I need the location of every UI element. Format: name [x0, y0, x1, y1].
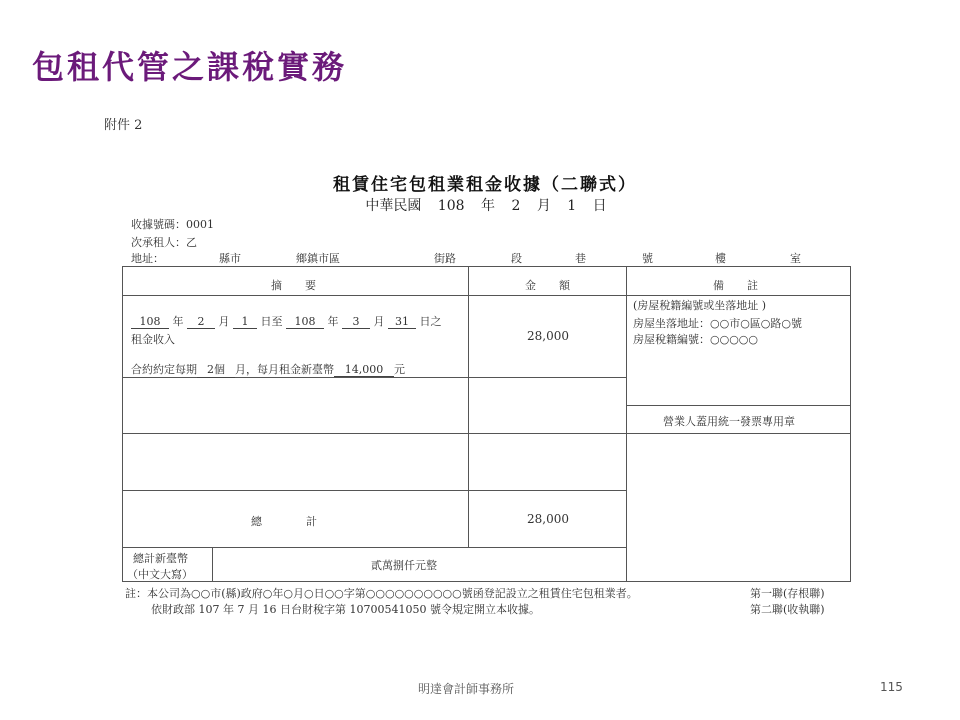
- divider-h-row3: [123, 490, 626, 491]
- from-day: 1: [233, 315, 257, 329]
- remarks-line-3: 房屋稅籍編號：○○○○○: [633, 333, 758, 346]
- from-month: 2: [187, 315, 215, 329]
- date-year-unit: 年: [480, 198, 495, 214]
- to-year-unit: 年: [327, 315, 339, 328]
- receipt-table: [122, 266, 851, 582]
- address-section: 段: [511, 252, 522, 265]
- divider-v-words: [212, 547, 213, 582]
- header-amount: 金 額: [525, 279, 576, 292]
- attachment-label: 附件 2: [104, 118, 143, 133]
- words-value: 貳萬捌仟元整: [371, 559, 437, 572]
- rent-period-line: [131, 313, 442, 329]
- to-year: 108: [286, 315, 324, 329]
- date-month-unit: 月: [536, 198, 551, 214]
- remarks-line-1: (房屋稅籍編號或坐落地址 ): [633, 299, 767, 312]
- address-township: 鄉鎮市區: [296, 252, 340, 265]
- divider-v-amount-left: [468, 267, 469, 547]
- words-label-1: 總計新臺幣: [133, 552, 188, 565]
- date-era: 中華民國: [365, 198, 422, 214]
- address-floor: 樓: [715, 252, 726, 265]
- contract-terms: [131, 361, 405, 378]
- monthly-rent: 14,000: [334, 363, 394, 377]
- date-month: 2: [511, 198, 521, 214]
- from-month-unit: 月: [218, 315, 230, 328]
- note-line-2: 依財政部 107 年 7 月 16 日台財稅字第 10700541050 號令規定開立本收據。: [151, 603, 540, 616]
- address-street: 街路: [434, 252, 456, 265]
- contract-mid: 月，每月租金新臺幣: [235, 363, 334, 376]
- copy-2-label: 第二聯(收執聯): [750, 603, 825, 616]
- page-number: 115: [880, 680, 903, 694]
- contract-period: 2個: [197, 361, 235, 378]
- contract-suffix: 元: [394, 363, 405, 376]
- header-remarks: 備 註: [713, 279, 764, 292]
- header-summary: 摘 要: [271, 279, 322, 292]
- sublessee: 次承租人：乙: [131, 236, 197, 249]
- divider-h-total: [123, 547, 626, 548]
- rent-income-label: 租金收入: [131, 333, 175, 346]
- row1-amount: 28,000: [527, 329, 569, 343]
- address-number: 號: [642, 252, 653, 265]
- from-year: 108: [131, 315, 169, 329]
- copy-1-label: 第一聯(存根聯): [750, 587, 825, 600]
- words-label-2: （中文大寫）: [127, 568, 193, 581]
- divider-h-header: [123, 295, 850, 296]
- date-day-unit: 日: [592, 198, 607, 214]
- receipt-title: 租賃住宅包租業租金收據（二聯式）: [333, 175, 637, 195]
- stamp-label: 營業人蓋用統一發票專用章: [663, 415, 795, 428]
- date-year: 108: [437, 198, 465, 214]
- receipt-date: [0, 195, 960, 215]
- to-day-unit: 日之: [419, 315, 442, 328]
- receipt-number: 收據號碼：0001: [131, 218, 214, 231]
- divider-v-amount-right: [626, 267, 627, 582]
- from-year-unit: 年: [172, 315, 184, 328]
- address-label: 地址：: [131, 252, 164, 265]
- divider-h-stamp-bottom: [626, 433, 850, 434]
- divider-h-stamp-top: [626, 405, 850, 406]
- address-lane: 巷: [575, 252, 586, 265]
- footer-company: 明達會計師事務所: [418, 682, 515, 696]
- address-room: 室: [790, 252, 801, 265]
- note-line-1: 註：本公司為○○市(縣)政府○年○月○日○○字第○○○○○○○○○○號函登記設立之租賃住宅包租業者。: [125, 587, 638, 600]
- remarks-line-2: 房屋坐落地址：○○市○區○路○號: [633, 317, 802, 330]
- divider-h-row2: [123, 433, 626, 434]
- day-to: 日至: [260, 315, 283, 328]
- address-county: 縣市: [219, 252, 241, 265]
- date-day: 1: [567, 198, 577, 214]
- slide-title: 包租代管之課稅實務: [32, 48, 348, 86]
- total-amount: 28,000: [527, 512, 569, 526]
- to-day: 31: [388, 315, 416, 329]
- total-label: 總 計: [251, 515, 317, 528]
- to-month-unit: 月: [373, 315, 385, 328]
- contract-prefix: 合約約定每期: [131, 363, 197, 376]
- to-month: 3: [342, 315, 370, 329]
